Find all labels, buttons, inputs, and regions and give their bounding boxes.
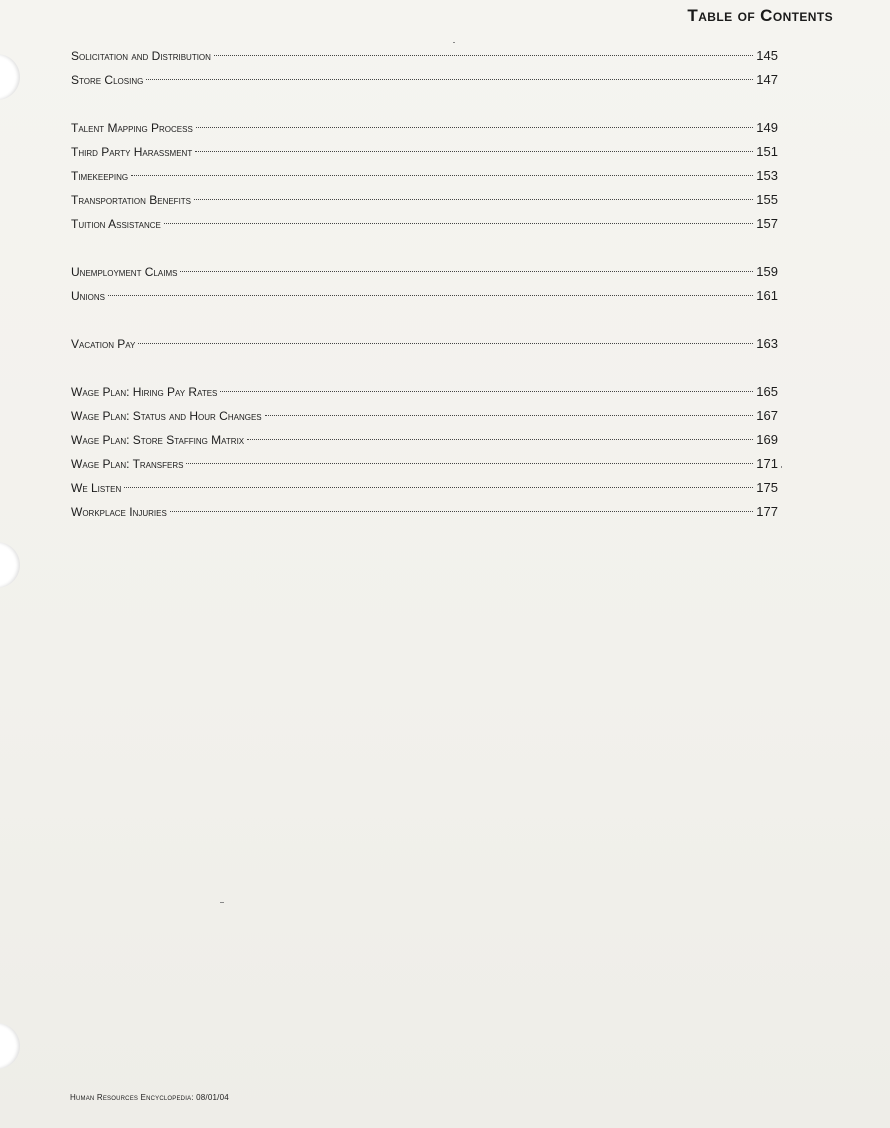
toc-entry[interactable]: [71, 428, 778, 452]
dot-leader: [196, 126, 753, 128]
toc-entry-label: Workplace Injuries: [71, 505, 167, 519]
toc-entry[interactable]: [71, 260, 778, 284]
group-spacer: [71, 356, 778, 380]
binder-hole: [0, 1023, 20, 1069]
toc-entry-label: Talent Mapping Process: [71, 121, 193, 135]
toc-entry-page: 153: [756, 168, 778, 183]
dot-leader: [146, 78, 753, 80]
toc-entry-label: Solicitation and Distribution: [71, 49, 211, 63]
scan-speck: [453, 42, 455, 43]
toc-entry-label: Vacation Pay: [71, 337, 136, 351]
dot-leader: [108, 294, 753, 296]
toc-entry-page: 155: [756, 192, 778, 207]
group-spacer: [71, 92, 778, 116]
toc-entry-page: 163: [756, 336, 778, 351]
toc-entry-page: 165: [756, 384, 778, 399]
toc-entry-page: 149: [756, 120, 778, 135]
toc-entry-label: Unions: [71, 289, 106, 303]
scan-speck: [220, 902, 224, 903]
dot-leader: [194, 198, 753, 200]
toc-entry[interactable]: [71, 68, 778, 92]
toc-entry-page: 169: [756, 432, 778, 447]
dot-leader: [131, 174, 753, 176]
toc-entry-label: Wage Plan: Transfers: [71, 457, 184, 471]
dot-leader: [247, 438, 753, 440]
toc-entry-label: Timekeeping: [71, 169, 129, 183]
toc-entry-page: 159: [756, 264, 778, 279]
toc-entry-label: Wage Plan: Store Staffing Matrix: [71, 433, 245, 447]
toc-entry[interactable]: [71, 284, 778, 308]
toc-entry[interactable]: [71, 212, 778, 236]
page-title: Table of Contents: [687, 6, 833, 25]
scan-speck: [781, 466, 782, 468]
dot-leader: [195, 150, 753, 152]
dot-leader: [214, 54, 753, 56]
toc-entry[interactable]: [71, 452, 778, 476]
dot-leader: [164, 222, 753, 224]
toc-entry-label: Tuition Assistance: [71, 217, 161, 231]
toc-entry-page: 175: [756, 480, 778, 495]
toc-entry[interactable]: [71, 380, 778, 404]
toc-entry-page: 151: [756, 144, 778, 159]
group-spacer: [71, 308, 778, 332]
toc-entry-label: Store Closing: [71, 73, 144, 87]
page-footer: Human Resources Encyclopedia: 08/01/04: [70, 1093, 229, 1102]
dot-leader: [170, 510, 754, 512]
toc-entry[interactable]: [71, 476, 778, 500]
group-spacer: [71, 236, 778, 260]
toc-entry[interactable]: [71, 116, 778, 140]
toc-entry-page: 161: [756, 288, 778, 303]
binder-hole: [0, 54, 20, 100]
toc-entry-page: 145: [756, 48, 778, 63]
toc-entry[interactable]: [71, 500, 778, 524]
toc-entry[interactable]: [71, 140, 778, 164]
toc-entry-page: 177: [756, 504, 778, 519]
binder-hole: [0, 542, 20, 588]
dot-leader: [124, 486, 753, 488]
toc-entry[interactable]: [71, 44, 778, 68]
toc-entry-label: We Listen: [71, 481, 122, 495]
toc-entry-label: Unemployment Claims: [71, 265, 178, 279]
toc-entry[interactable]: [71, 404, 778, 428]
dot-leader: [138, 342, 753, 344]
toc-entry-label: Wage Plan: Status and Hour Changes: [71, 409, 262, 423]
toc-entry-page: 171: [756, 456, 778, 471]
toc-entry[interactable]: [71, 164, 778, 188]
toc-entry-label: Transportation Benefits: [71, 193, 192, 207]
toc-entry-page: 157: [756, 216, 778, 231]
toc-entry[interactable]: [71, 188, 778, 212]
toc-entry-label: Third Party Harassment: [71, 145, 193, 159]
dot-leader: [220, 390, 753, 392]
toc-entry-page: 147: [756, 72, 778, 87]
toc-entry-label: Wage Plan: Hiring Pay Rates: [71, 385, 218, 399]
dot-leader: [186, 462, 753, 464]
dot-leader: [180, 270, 753, 272]
dot-leader: [265, 414, 754, 416]
toc-entry[interactable]: [71, 332, 778, 356]
table-of-contents: [71, 44, 778, 524]
toc-entry-page: 167: [756, 408, 778, 423]
